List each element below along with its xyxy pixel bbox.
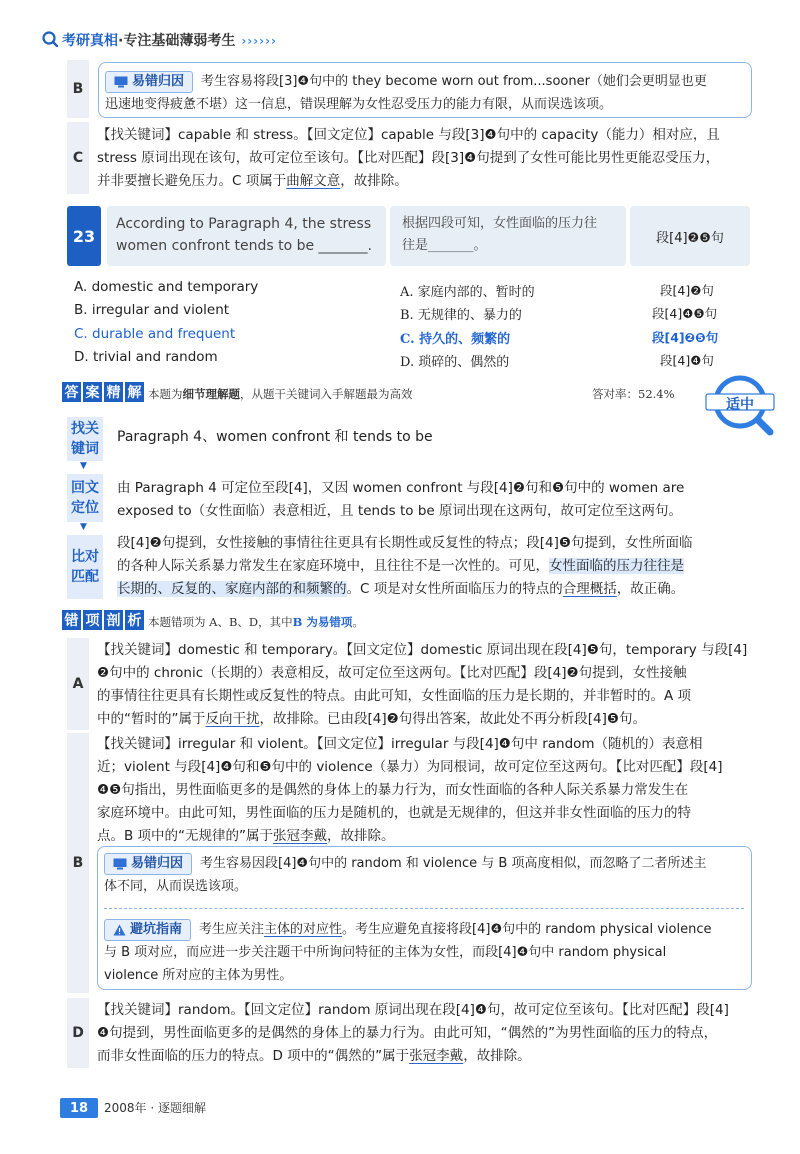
option-a-en: A. domestic and temporary — [74, 279, 259, 295]
step-arrow-icon: ▼ — [80, 461, 87, 471]
question-stem-cn: 根据四段可知，女性面临的压力往 往是_______。 — [402, 216, 598, 253]
monitor-icon — [113, 858, 127, 870]
step-locate-label: 回文 定位 — [67, 474, 103, 522]
answer-rate: 答对率：52.4% — [592, 387, 675, 401]
option-b-loc: 段[4]❹❺句 — [652, 306, 718, 321]
question-number: 23 — [67, 206, 101, 266]
option-c-loc: 段[4]❷❺句 — [652, 330, 719, 345]
wrong-a-letter: A — [67, 638, 89, 730]
option-b-cn: B. 无规律的、暴力的 — [400, 308, 522, 323]
option-b-letter: B — [67, 60, 89, 118]
top-c-text: 【找关键词】capable 和 stress。【回文定位】capable 与段[3]❹句中的 capacity（能力）相对应，且 stress 原词出现在该句，故可定位至该句。【比对匹配】段[3]❹句提到了女性可能比男性更能忍受压力， 并非要擅长避免压力。C 项属于曲解文意，故排除。 — [97, 127, 720, 189]
option-a-cn: A. 家庭内部的、暂时的 — [400, 285, 535, 300]
tips-divider — [104, 908, 744, 909]
step-find-keywords-text: Paragraph 4、women confront 和 tends to be — [117, 429, 433, 445]
wrong-d-letter: D — [67, 998, 89, 1068]
wrong-note: 本题错项为 A、B、D，其中B 为易错项。 — [148, 615, 364, 629]
answer-section-label: 答 案 精 解 — [62, 382, 144, 402]
option-c-en: C. durable and frequent — [74, 326, 236, 342]
error-cause-tag: 易错归因 — [105, 71, 193, 93]
wrong-b-letter: B — [67, 733, 89, 993]
header-title — [62, 30, 277, 50]
option-b-en: B. irregular and violent — [74, 302, 230, 318]
monitor-icon — [114, 76, 128, 88]
footer-text: 2008年 · 逐题细解 — [104, 1101, 206, 1115]
header-brand: 考研真相 — [62, 33, 118, 49]
option-c-letter: C — [67, 122, 89, 194]
option-d-loc: 段[4]❹句 — [660, 353, 714, 368]
option-d-cn: D. 琐碎的、偶然的 — [400, 355, 510, 370]
question-locate: 段[4]❷❺句 — [630, 206, 750, 266]
top-b-text: 易错归因 考生容易将段[3]❹句中的 they become worn out from...sooner（她们会更明显也更 迅速地变得疲惫不堪）这一信息，错误理解为女性忍受压力的能力有限，从而误选该项。 — [105, 70, 745, 116]
header-arrows: ›››››› — [241, 34, 277, 48]
difficulty-badge: 适中 — [726, 397, 754, 413]
search-icon — [42, 31, 58, 47]
step-find-keywords-label: 找关 键词 — [67, 417, 103, 461]
warning-icon — [113, 924, 126, 936]
error-cause-tag: 易错归因 — [104, 853, 192, 875]
page-number: 18 — [60, 1098, 98, 1118]
wrong-b-avoid-guide: 避坑指南 考生应关注主体的对应性。考生应避免直接将段[4]❹句中的 random physical violence 与 B 项对应，而应进一步关注题干中所询问特征的主体为女性，而段[4]❹句中 random physical violence 所对应的主体为男性。 — [104, 918, 711, 987]
option-c-cn: C. 持久的、频繁的 — [400, 332, 511, 347]
avoid-guide-tag: 避坑指南 — [104, 919, 191, 941]
step-locate-text: 由 Paragraph 4 可定位至段[4]，又因 women confront 与段[4]❷句和❺句中的 women are exposed to（女性面临）表意相近，且 tends to be 原词出现在这两句，故可定位至这两句。 — [117, 480, 685, 519]
answer-note: 本题为细节理解题，从题干关键词入手解题最为高效 — [148, 387, 413, 401]
wrong-d-text: 【找关键词】random。【回文定位】random 原词出现在段[4]❹句，故可定位至该句。【比对匹配】段[4] ❹句提到，男性面临更多的是偶然的身体上的暴力行为。由此可知，“偶然的”为男性面临的压力的特点， 而非女性面临的压力的特点。D 项中的“偶然的”属于张冠李戴，故排除。 — [97, 1002, 729, 1064]
option-d-en: D. trivial and random — [74, 349, 218, 365]
question-stem-en: According to Paragraph 4, the stress women confront tends to be _______. — [116, 216, 372, 254]
header-sub: ·专注基础薄弱考生 — [118, 33, 236, 49]
step-arrow-icon: ▼ — [80, 522, 87, 532]
option-a-loc: 段[4]❷句 — [660, 283, 714, 298]
wrong-a-text: 【找关键词】domestic 和 temporary。【回文定位】domestic 原词出现在段[4]❺句，temporary 与段[4] ❷句中的 chronic（长期的）表意相反，故可定位至这两句。【比对匹配】段[4]❷句提到，女性接触 的事情往往更具有长期性或反复性的特点。由此可知，女性面临的压力是长期的，并非暂时的。A 项 中的“暂时的”属于反向干扰，故排除。已由段[4]❷句得出答案，故此处不再分析段[4]❺句。 — [97, 642, 748, 727]
step-match-text: 段[4]❷句提到，女性接触的事情往往更具有长期性或反复性的特点；段[4]❺句提到，女性所面临 的各种人际关系暴力常发生在家庭环境中，且往往不是一次性的。可见，女性面临的压力往往是 长期的、反复的、家庭内部的和频繁的。C 项是对女性所面临压力的特点的合理概括，故正确。 — [117, 535, 693, 597]
wrong-b-text: 【找关键词】irregular 和 violent。【回文定位】irregular 与段[4]❹句中 random（随机的）表意相 近；violent 与段[4]❹句和❺句中的 violence（暴力）为同根词，故可定位至这两句。【比对匹配】段[4] ❹❺句指出，男性面临更多的是偶然的身体上的暴力行为，而女性面临的各种人际关系暴力常发生在 家庭环境中。由此可知，男性面临的压力是随机的，也就是无规律的，但这并非女性面临的压力的特 点。B 项中的“无规律的”属于张冠李戴，故排除。 — [97, 736, 723, 844]
wrong-b-error-cause: 易错归因 考生容易因段[4]❹句中的 random 和 violence 与 B 项高度相似，而忽略了二者所述主 体不同，从而误选该项。 — [104, 852, 706, 898]
step-match-label: 比对 匹配 — [67, 535, 103, 599]
wrong-section-label: 错 项 剖 析 — [62, 610, 144, 630]
